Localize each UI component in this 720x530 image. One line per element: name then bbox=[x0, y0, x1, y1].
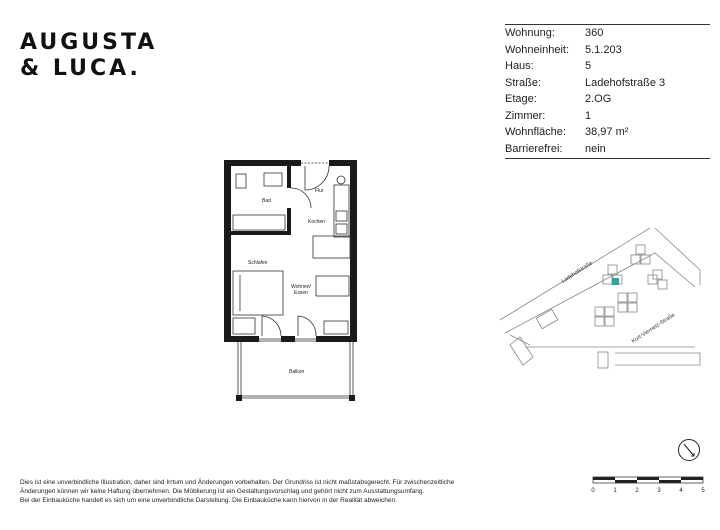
info-value: 5.1.203 bbox=[585, 43, 622, 56]
room-labels bbox=[248, 188, 325, 375]
bed bbox=[233, 271, 283, 315]
wall-bottom-right bbox=[316, 336, 357, 342]
wall-bath-right-top bbox=[287, 166, 291, 188]
site-plan bbox=[495, 225, 705, 375]
room-label-flur: Flur bbox=[315, 188, 324, 194]
living-furniture bbox=[316, 276, 349, 334]
toilet bbox=[236, 174, 246, 188]
wall-bottom-left bbox=[224, 336, 259, 342]
scale-tick: 3 bbox=[657, 488, 661, 494]
disclaimer-line: Änderungen können wir keine Haftung übernehmen. Die Möblierung ist ein Gestaltungsvorschlag und gehört nicht zum Ausstattungsumfang. bbox=[20, 488, 425, 495]
wall-left bbox=[224, 160, 231, 342]
scale-bar bbox=[588, 475, 713, 499]
room-label-wohnen: Wohnen/ bbox=[291, 284, 311, 290]
site-highlight-unit bbox=[612, 278, 619, 285]
wall-bath-right-bottom bbox=[287, 208, 291, 235]
info-label: Haus: bbox=[505, 60, 534, 73]
scale-tick: 0 bbox=[591, 488, 595, 494]
info-value: 1 bbox=[585, 109, 592, 122]
disclaimer-line: Bei der Einbauküche handelt es sich um eine unverbindliche Darstellung. Die Einbauküche kann hiervon in der Realität abweichen. bbox=[20, 497, 397, 504]
info-value: 2.OG bbox=[585, 93, 612, 106]
scale-tick: 4 bbox=[679, 488, 683, 494]
info-label: Etage: bbox=[505, 93, 537, 106]
site-streets bbox=[500, 228, 700, 347]
scale-tick: 5 bbox=[701, 488, 705, 494]
room-label-balkon: Balkon bbox=[289, 369, 305, 375]
info-value: 5 bbox=[585, 60, 592, 73]
north-arrow-icon bbox=[677, 438, 701, 462]
info-label: Zimmer: bbox=[505, 109, 546, 122]
sideboard bbox=[324, 321, 348, 334]
disclaimer-text bbox=[20, 478, 560, 505]
info-value: 360 bbox=[585, 27, 604, 40]
site-buildings bbox=[510, 245, 700, 368]
wall-top-left bbox=[224, 160, 301, 166]
nightstand bbox=[233, 318, 255, 334]
bathtub bbox=[233, 215, 285, 230]
bath-fixtures bbox=[233, 173, 311, 230]
scale-tick: 2 bbox=[635, 488, 639, 494]
wall-bath-bottom bbox=[231, 231, 289, 235]
room-label-bad: Bad bbox=[262, 198, 271, 204]
info-label: Wohneinheit: bbox=[505, 43, 570, 56]
info-value: Ladehofstraße 3 bbox=[585, 76, 666, 89]
wall-right bbox=[350, 160, 357, 342]
street-label-kurt-viernetz: Kurt-Viernetz-Straße bbox=[630, 312, 677, 345]
info-label: Straße: bbox=[505, 76, 542, 89]
room-label-schlafen: Schlafen bbox=[248, 260, 268, 266]
info-label: Wohnfläche: bbox=[505, 126, 566, 139]
kitchen-sink bbox=[336, 224, 347, 234]
room-label-essen: Essen bbox=[294, 290, 308, 296]
wall-bottom-mid bbox=[281, 336, 295, 342]
sink bbox=[264, 173, 282, 186]
street-label-ladehof: Ladehofstraße bbox=[560, 260, 594, 285]
brand-line-2: & LUCA. bbox=[20, 56, 141, 81]
disclaimer-line: Dies ist eine unverbindliche Illustration, daher sind Irrtum und Änderungen vorbehalten. Der Grundriss ist nicht maßstabsgerecht. Für zwischenzeitliche bbox=[20, 479, 455, 486]
kitchen-island bbox=[313, 236, 350, 258]
info-value: 38,97 m² bbox=[585, 126, 629, 139]
brand-line-1: AUGUSTA bbox=[20, 30, 158, 55]
bedroom-furniture bbox=[233, 271, 283, 334]
info-value: nein bbox=[585, 142, 606, 155]
info-label: Wohnung: bbox=[505, 27, 555, 40]
entry-door bbox=[301, 163, 329, 190]
scale-tick: 1 bbox=[613, 488, 617, 494]
info-label: Barrierefrei: bbox=[505, 142, 563, 155]
stove bbox=[336, 211, 347, 221]
sofa bbox=[316, 276, 349, 296]
room-label-kochen: Kochen bbox=[308, 219, 325, 225]
site-street-labels bbox=[561, 260, 676, 344]
kitchen-column bbox=[337, 176, 345, 184]
bath-door-swing bbox=[291, 188, 311, 208]
